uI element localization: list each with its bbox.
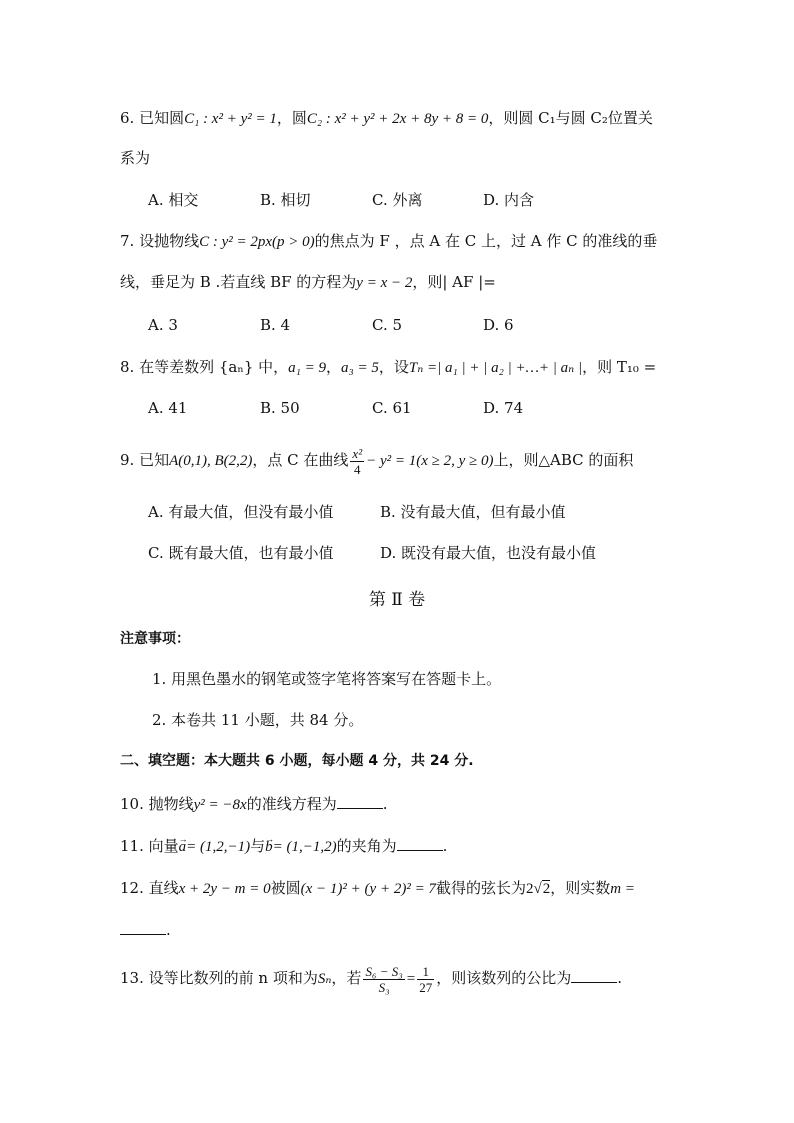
q9-option-a: A. 有最大值，但没有最小值: [148, 503, 334, 521]
q12-circle-equation: (x − 1)² + (y + 2)² = 7: [300, 881, 436, 897]
q6-c2-equation: C₂ : x² + y² + 2x + 8y + 8 = 0: [306, 111, 489, 127]
q13-line: 13. 设等比数列的前 n 项和为Sₙ，若 $\frac{\text{S₆ − S₃}}{\text{S₃}}$ = $\frac{1}{27}$ ，则该数列的公比为 .: [120, 963, 623, 995]
q7-option-a: A. 3: [148, 316, 178, 334]
q9-option-b: B. 没有最大值，但有最小值: [380, 503, 566, 521]
q6-option-b: B. 相切: [260, 191, 311, 209]
q6-c1-equation: C₁ : x² + y² = 1: [184, 111, 277, 127]
notice-item-1: 1. 用黑色墨水的钢笔或签字笔将答案写在答题卡上。: [152, 670, 502, 688]
q8-option-b: B. 50: [260, 399, 300, 417]
q9-option-d: D. 既没有最大值，也没有最小值: [380, 544, 597, 562]
q13-answer-blank[interactable]: [571, 968, 617, 983]
q12-line1: 12. 直线x + 2y − m = 0被圆(x − 1)² + (y + 2)² = 7截得的弦长为2√2，则实数m =: [120, 879, 635, 897]
q10-parabola-equation: y² = −8x: [193, 797, 247, 813]
q12-line-equation: x + 2y − m = 0: [178, 881, 271, 897]
q11-vector-a: → a: [179, 837, 187, 857]
q11-answer-blank[interactable]: [397, 836, 443, 851]
q9-curve-equation: − y² = 1(x ≥ 2, y ≥ 0): [366, 453, 494, 469]
q13-fraction-2: $\frac{1}{27}$: [419, 963, 433, 995]
part-title: 第 Ⅱ 卷: [368, 590, 426, 610]
q13-fraction-1: $\frac{\text{S₆ − S₃}}{\text{S₃}}$: [365, 963, 403, 995]
q6-line1: 6. 已知圆C₁ : x² + y² = 1，圆C₂ : x² + y² + 2x + 8y + 8 = 0，则圆 C₁与圆 C₂位置关: [120, 109, 653, 127]
q7-parabola-equation: C : y² = 2px(p > 0): [199, 234, 315, 250]
q12-line2: .: [120, 920, 171, 940]
q7-option-c: C. 5: [372, 316, 403, 334]
q13-sn: Sₙ: [317, 971, 332, 987]
q7-option-d: D. 6: [483, 316, 514, 334]
q8-line: 8. 在等差数列 {aₙ} 中，a₁ = 9，a₃ = 5，设Tₙ =| a₁ | + | a₂ | +…+ | aₙ |，则 T₁₀ =: [120, 358, 657, 376]
q8-option-a: A. 41: [148, 399, 188, 417]
q9-fraction: $\frac{\text{x²}}{4}$: [352, 445, 363, 477]
q9-option-c: C. 既有最大值，也有最小值: [148, 544, 334, 562]
q12-answer-blank[interactable]: [120, 920, 166, 935]
q9-line: 9. 已知A(0,1), B(2,2)，点 C 在曲线 $\frac{\text{x²}}{4}$ − y² = 1(x ≥ 2, y ≥ 0)上，则△ABC 的面积: [120, 445, 634, 477]
q7-line-equation: y = x − 2: [356, 275, 413, 291]
q11-vector-b: → b: [265, 837, 273, 857]
q6-line2: 系为: [120, 149, 151, 167]
q8-a1: a₁ = 9: [288, 360, 326, 376]
section-heading: 二、填空题：本大题共 6 小题，每小题 4 分，共 24 分.: [120, 753, 474, 769]
q6-option-a: A. 相交: [148, 191, 199, 209]
q10-line: 10. 抛物线y² = −8x的准线方程为 .: [120, 795, 388, 813]
q6-option-c: C. 外离: [372, 191, 423, 209]
q9-points: A(0,1), B(2,2): [169, 453, 253, 469]
q8-a3: a₃ = 5: [341, 360, 379, 376]
notice-item-2: 2. 本卷共 11 小题，共 84 分。: [152, 711, 364, 729]
q6-option-d: D. 内含: [483, 191, 535, 209]
q8-tn-definition: Tₙ =| a₁ | + | a₂ | +…+ | aₙ |: [408, 360, 583, 376]
q12-sqrt-sign: √: [533, 881, 542, 897]
q7-line2: 线，垂足为 B .若直线 BF 的方程为y = x − 2，则| AF |=: [120, 273, 496, 291]
q8-option-c: C. 61: [372, 399, 412, 417]
q7-line1: 7. 设抛物线C : y² = 2px(p > 0)的焦点为 F ，点 A 在 C 上，过 A 作 C 的准线的垂: [120, 232, 658, 250]
q7-option-b: B. 4: [260, 316, 291, 334]
q10-answer-blank[interactable]: [337, 794, 383, 809]
q11-line: 11. 向量→ a= (1,2,−1)与→ b= (1,−1,2)的夹角为 .: [120, 836, 447, 857]
q8-option-d: D. 74: [483, 399, 524, 417]
q12-sqrt-radicand: 2: [542, 881, 551, 897]
notice-heading: 注意事项：: [120, 631, 190, 647]
